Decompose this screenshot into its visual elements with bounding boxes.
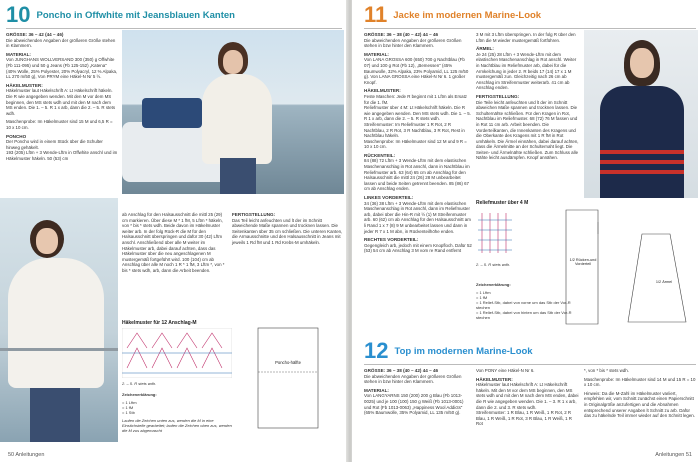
material-text: Von LANGYARNS 150 (200) 200 g Blau (Fb 1013-0025) und je 100 (100) 150 g Weiß (Fb 1013-0001) und Rot (Fb 1013-0063) „Happiness Wool Addicts" (65% Baumwolle, 35% Polyamid, LL 135 m/50 g).	[364, 393, 464, 416]
gauge-text: Maschenprobe: Im Häkelmuster sind 12 M und 9 R = 10 x 10 cm.	[364, 138, 467, 150]
boat-cover	[142, 98, 202, 128]
face	[223, 50, 243, 74]
instructions-col-2	[122, 212, 226, 277]
gauge-text: Maschenprobe: Im Häkelmuster sind 14 M und 15 R = 10 x 10 cm.	[584, 376, 696, 388]
poncho-cont-text: ab Anschlag für den Halsausschnitt die mittl 25 (29) cm markieren. Über diese M * 1 fM, 5 Lftm * häkeln, von * bis * stets wdh. Beide davon im Häkelmuster weiter arb. In der folg Rück-R die M für den Halsausschnitt überspringen und dafür 30 (42) Lftm anschl. Anschließend über alle M weiter im Häkelmuster arb, dabei darauf achten, dass das Häkelmuster über die neu angeschlagenen M mustergemäß fortgeführt wird. 100 (104) cm ab Anschlag über alle M noch 1 R * 1 fM, 3 Lftm *, von * bis * stets wdh, arb, dann die Arbeit beenden.	[122, 212, 225, 273]
jacket	[600, 86, 684, 198]
hook-text: Von PONY eine Häkel-N Nr 6.	[476, 368, 535, 373]
schematic-label: Poncho-hälfte	[275, 360, 301, 365]
top-col-2	[476, 368, 580, 430]
poncho	[202, 74, 272, 164]
pattern-text: Feste Maschen: Jede R beginnt mit 1 Lftm als Ersatz für die 1. fM.	[364, 93, 467, 105]
stripe	[600, 170, 684, 174]
chart-note: 2. – 5. R stets wdh.	[476, 262, 511, 267]
poncho-schematic	[236, 324, 340, 434]
sleeve-label: 1/2 Ärmel	[655, 280, 673, 284]
railing	[0, 348, 118, 351]
relief-text: Reliefmuster über 4 M: Lt Häkelschrift häkeln. Die R wie angegeben wenden. Den MS stets wdh. Die 1. – 5. R 1 x arb, dann die 2. – 5. R stets wdh.	[364, 105, 471, 122]
chart-title: Häkelmuster für 12 Anschlag-M	[122, 320, 197, 326]
jeans	[30, 388, 80, 442]
pattern-heading: HÄKELMUSTER:	[6, 82, 43, 88]
chart-legend	[122, 392, 232, 436]
material-text: Von JUNGHANS WOLLVERSAND 300 (350) g Offwhite (Fb 111-095) und 50 g Jeans (Fb 125-152) „Katena" (40% Wolle, 25% Polyester, 20% Polyacryl, 12 % Alpaka, LL 270 m/50 g), Von PRYM eine Häkel-N Nr 5 ½.	[6, 57, 118, 80]
material-heading: MATERIAL:	[364, 51, 389, 57]
poncho-text-2: 193 (205) Lftm + 3 Wende-Lftm in Offwhite anschl und im Häkelmuster häkeln. 50 (53) cm	[6, 150, 118, 161]
instructions-col-3	[232, 212, 344, 249]
pattern-text: Häkelmuster laut Häkelschrift A: Lt Häkelschrift häkeln. Die R wie angegeben wenden. Mit den M vor dem MS beginnen, den MS stets wdh und mit den M nach dem MS enden. Die 1. – 5. R 1 x arb, dann die 2. – 5. R stets wdh.	[6, 88, 116, 116]
section-title: Top im modernen Marine-Look	[394, 345, 533, 357]
poncho	[8, 258, 104, 388]
finishing-heading: FERTIGSTELLUNG:	[476, 93, 520, 99]
stripe-text: Streifenmuster: 1 R Blau, 1 R Weiß, 1 R Rot, 2 R Blau, 1 R Weiß, 1 R Rot, 3 R Blau, 1 R Weiß, 1 R Rot	[476, 410, 572, 427]
section-header-12	[364, 340, 533, 362]
stripe	[600, 150, 684, 154]
page-footer: Anleitungen 51	[655, 452, 692, 458]
legend-note: Laufen die Zeichen unten zus, werden die M in eine Einstichstelle gearbeitet; laufen die Zeichen oben zus, werden die M zus abgemascht	[122, 418, 232, 433]
legend-item: = 1 Stb	[122, 410, 135, 415]
page-footer: 50 Anleitungen	[8, 452, 45, 458]
section-header-10	[6, 4, 235, 26]
legend-item: = 1 fM	[122, 405, 134, 410]
left-page	[0, 0, 348, 462]
instructions-col-2	[476, 32, 580, 164]
material-heading: MATERIAL:	[364, 387, 389, 393]
legend-item: = 1 Relief-Stb, dabei von vorne um das Stb der Vor-R stechen	[476, 300, 571, 310]
stripe-text: Streifenmuster: Im Reliefmuster 1 R Rot, 2 R Nachtblau, 2 R Rot, 3 R Nachtblau, 3 R Rot, Rest in Nachtblau häkeln.	[364, 121, 465, 139]
finishing-heading: FERTIGSTELLUNG:	[232, 212, 276, 217]
size-text: Die abweichenden Angaben der größeren Größen stehen in bzw hinter den Klammern.	[364, 37, 462, 49]
crochet-chart	[122, 328, 232, 378]
finishing-text: Das Teil leicht anfeuchten und lt der im Schnitt abweichende Maße spannen und trocknen lassen. Die Seitenkanten über 35 cm schließen. Die unteren Kanten, die Armausschnitte und den Halsausschnitt in Jeans mit jeweils 1 Rd fM und 1 Rd Krebs-M umhäkeln.	[232, 217, 343, 245]
hint-text: Hinweis: Da die M-Zahl im Häkelmuster variiert, empfehlen wir, vom Schnitt zunächst einen Papierschnitt in Originalgröße anzufertigen und die Abnahmen entsprechend unserer Angaben lt Schnitt zu arb. Dafür das zu häkelnde Teil immer wieder auf den Schnitt legen.	[584, 390, 695, 419]
chart-title: Reliefmuster über 4 M	[476, 200, 529, 206]
size-heading: GRÖSSE: 36 – 42 (44 – 46)	[6, 32, 64, 37]
right-front-heading: RECHTES VORDERTEIL:	[364, 237, 419, 243]
section-title: Jacke im modernen Marine-Look	[393, 9, 542, 21]
jeans	[220, 158, 256, 194]
top-col-1	[364, 368, 472, 419]
poncho-text: Der Poncho wird in einem Stück über die Schulter hinweg gehäkelt.	[6, 139, 103, 150]
section-number: 11	[364, 2, 388, 27]
legend-item: = 1 Lftm	[476, 290, 491, 295]
section-title: Poncho in Offwhite mit Jeansblauen Kanten	[36, 9, 235, 21]
poncho-heading: PONCHO	[6, 133, 27, 139]
pattern-heading: HÄKELMUSTER:	[364, 88, 401, 94]
divider	[364, 364, 696, 365]
back-heading: RÜCKENTEIL:	[364, 152, 396, 158]
relief-chart	[476, 208, 516, 258]
pattern-text: Häkelmuster laut Häkelschrift A: Lt Häkelschrift häkeln. Mit den M vor dem MS beginnen, den MS stets wdh und mit den M nach dem MS enden, dabei die R wie angegeben wenden. Die 1. – 3. R 1 x arb, dann die 2. und 3. R stets wdh.	[476, 382, 579, 410]
gauge-text: Maschenprobe: Im Häkelmuster sind 15 M und 6,5 R = 10 x 10 cm.	[6, 119, 113, 130]
left-front-text: 34 (36) 38 Lftm + 3 Wende-Lftm mit dem elastischen Maschenanschlag in Rot anschl, dann im Reliefmuster arb, dabei über die Hin-R mit ½ (1) M Streifenmuster arb. 60 (62) cm ab Anschlag für den Halsausschnitt am li Rand 1 x 7 (8) 9 M unbearbeitet lassen und dann in jeder R 7 x 1 M abn, in Rückenteilhöhe enden.	[364, 200, 471, 234]
face	[36, 228, 58, 254]
photo-woman-jacket	[584, 30, 698, 198]
instructions-col-1	[364, 32, 472, 257]
back-front-label: 1/2 Rücken-und Vorderteil	[569, 258, 597, 266]
section-header-11	[364, 4, 541, 26]
size-heading: GRÖSSE: 36 – 38 (40 – 42) 44 – 46	[364, 368, 439, 373]
divider	[6, 28, 342, 29]
legend-item: = 1 Lftm	[122, 400, 137, 405]
legend-item: = 1 Relief-Stb, dabei von hinten um das Stb der Vor-R stechen	[476, 310, 572, 320]
legend-heading: Zeichenerklärung:	[476, 282, 511, 287]
sleeve-text: Je 24 (25) 28 Lftm + 3 Wende-Lftm mit dem elastischen Maschenanschlag in Rot anschl. Weiter in Nachtblau im Reliefmuster arb, dabei für die Armkelchung in jeder 2. R beids 17 (14) 17 x 1 M mustergemäß zun. Gleichzeitig nach 26 cm ab Anschlag im Streifenmuster weiterarb. 41 cm ab Anschlag enden.	[476, 51, 577, 91]
material-heading: MATERIAL:	[6, 51, 31, 57]
pattern-heading: HÄKELMUSTER:	[476, 376, 513, 382]
legend-heading: Zeichenerklärung:	[122, 392, 157, 397]
face	[630, 48, 654, 78]
jacket-schematic	[558, 204, 698, 330]
size-text: Die abweichenden Angaben der größeren Größe stehen in Klammern.	[6, 37, 116, 49]
section-number: 10	[6, 2, 31, 27]
photo-woman-railing	[0, 198, 118, 442]
right-page	[352, 0, 700, 462]
back-text: 84 (88) 72 Lftm + 3 Wende-Lftm mit dem elastischen Maschenanschlag in Rot anschl, dann in Nachtblau im Reliefmuster arb. 63 (64) 65 cm ab Anschlag für den Halsausschnitt die mittl 24 (26) 28 M unbearbeitet lassen und beide Seiten getrennt beenden. 85 (86) 67 cm ab Anschlag enden.	[364, 158, 470, 192]
cont-text: *, von * bis * stets wdh.	[584, 368, 629, 373]
material-text: Von LANA GROSSA 600 (650) 700 g Nachtblau (Fb 07) und 100 g Rot (Fb 12), „Bemessen" (45% Baumwolle, 32% Alpaka, 23% Polyamid, LL 125 m/50 g). Von LANA GROSSA eine Häkel-N Nr 6. 1 großer Knopf.	[364, 57, 469, 85]
left-front-heading: LINKES VORDERTEIL:	[364, 195, 414, 201]
top-col-3	[584, 368, 696, 422]
sleeve-heading: ÄRMEL:	[476, 46, 494, 52]
size-text: Die abweichenden Angaben der größeren Größen stehen in bzw hinter den Klammern.	[364, 373, 462, 385]
instructions-col-1	[6, 32, 118, 164]
stripe	[600, 160, 684, 164]
section-number: 12	[364, 338, 389, 363]
buttonhole-text: 3 M mit 3 Lftm überspringen. In der folg R über den Lftm die M wieder mustergemäß fortführen.	[476, 32, 576, 43]
right-front-text: Gegengleich arb, jedoch mit einem Knopfloch. Dafür 52 (53) 54 cm ab Anschlag 3 M vom re Rand entfernt	[364, 242, 472, 254]
size-heading: GRÖSSE: 36 – 38 (40 – 42) 44 – 46	[364, 32, 439, 37]
divider	[364, 28, 696, 29]
finishing-text: Die Teile leicht anfeuchten und lt der im Schnitt abweichen Maße spannen und trocknen lassen. Die Schulternähte schließen. Für den Kragen in Rot, Nachtblau im Reliefmuster. 68 (72) 76 M fassen und in Rot 11 cm arb. Arbeit beenden. Die Vorderteilkanten, die Innenkanten des Kragens und die Oberkante des Kragens mit 1 R fM in Rot umhäkeln. Die Ärmel einnähen, dabei darauf achten, dass die Ärmelmitte an der Schulternaht liegt. Die Seiten- und Ärmelnähte schließen. Zum Schluss alle Nähte leicht ausdämpfen. Knopf annähen.	[476, 99, 579, 161]
chart-note: 2. – 5. R stets wdh.	[122, 381, 157, 386]
legend-item: = 1 fM	[476, 295, 488, 300]
photo-woman-boat	[122, 30, 344, 194]
